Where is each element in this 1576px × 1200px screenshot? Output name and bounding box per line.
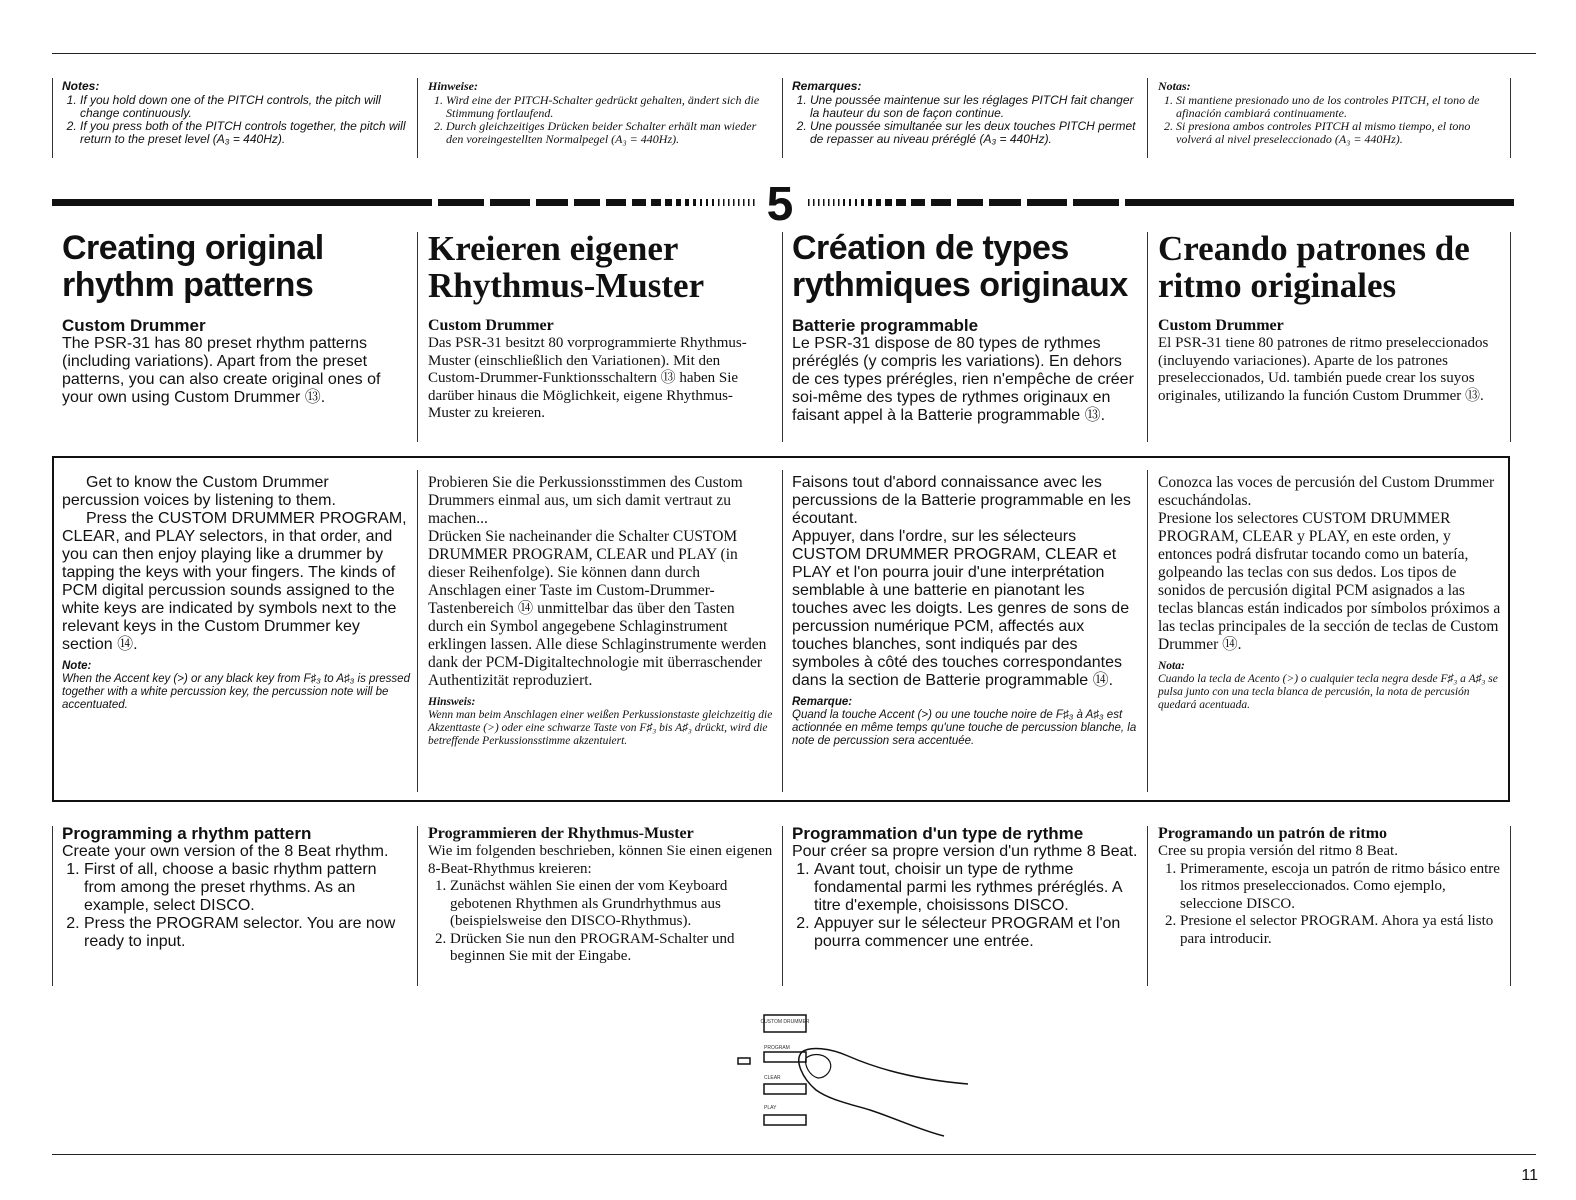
section-intro: Das PSR-31 besitzt 80 vorprogrammierte Rhythmus-Muster (einschließlich den Variationen). Mit den Custom-Drummer-Funktionsschaltern ⑬ haben Sie darüber hinaus die Möglichkeit, eigene Rhythmus-Muster zu kreieren. — [428, 335, 747, 421]
box-de — [428, 474, 773, 748]
step-item: 2. Appuyer sur le sélecteur PROGRAM et l'on pourra commencer une entrée. — [814, 915, 1142, 951]
section-title — [428, 230, 768, 304]
column-divider — [782, 470, 783, 792]
column-divider — [782, 232, 783, 442]
column-divider — [1510, 826, 1511, 986]
section-subtitle: Custom Drummer — [1158, 317, 1284, 334]
column-divider — [52, 826, 53, 986]
step-item: 1. First of all, choose a basic rhythm pattern from among the preset rhythms. As an example, select DISCO. — [84, 861, 412, 915]
notes-heading: Notes: — [62, 79, 100, 93]
chapter-number: 5 — [766, 186, 794, 222]
note-heading: Remarque: — [792, 696, 853, 708]
box-paragraph: Appuyer, dans l'ordre, sur les sélecteurs CUSTOM DRUMMER PROGRAM, CLEAR et PLAY et l'on pourra jouir d'une interprétation semblable à une batterie en pianotant les touches avec les doigts. Les genres de sons de percussion numérique PCM, affectés aux touches blanches, sont indiqués par des symboles à côté des touches correspondantes dans la section de Batterie programmable ⑭. — [792, 528, 1130, 689]
note-item: 2. Si presiona ambos controles PITCH al mismo tiempo, el tono volverá al nivel preseleccionado (A₃ = 440Hz). — [1176, 120, 1503, 146]
box-note — [62, 660, 410, 712]
box-paragraph: Probieren Sie die Perkussionsstimmen des Custom Drummers einmal aus, um sich damit vertraut zu machen... — [428, 474, 743, 527]
notes-es — [1158, 80, 1503, 146]
step-item: 1. Zunächst wählen Sie einen der vom Keyboard gebotenen Rhythmen als Grundrhythmus aus (beispielsweise den DISCO-Rhythmus). — [450, 878, 773, 931]
section-es — [1158, 230, 1503, 405]
clear-button — [764, 1084, 806, 1094]
note-item: 2. If you press both of the PITCH controls together, the pitch will return to the preset level (A₃ = 440Hz). — [80, 120, 407, 146]
note-item: 1. Si mantiene presionado uno de los controles PITCH, el tono de afinación cambiará continuamente. — [1176, 94, 1503, 120]
note-text: Quand la touche Accent (>) ou une touche noire de F♯₃ à A♯₃ est actionnée en même temps qu'une touche de percussion blanche, la note de percussion sera accentuée. — [792, 709, 1137, 747]
programming-fr — [792, 824, 1142, 951]
note-item: 1. If you hold down one of the PITCH controls, the pitch will change continuously. — [80, 94, 407, 120]
programming-en — [62, 824, 412, 951]
column-divider — [52, 78, 53, 158]
programming-steps — [792, 861, 1142, 951]
column-divider — [782, 78, 783, 158]
program-label: PROGRAM — [764, 1045, 790, 1051]
step-item: 1. Avant tout, choisir un type de rythme fondamental parmi les rythmes préréglés. A titre d'exemple, choisissons DISCO. — [814, 861, 1142, 915]
programming-steps — [428, 878, 773, 966]
note-text: Cuando la tecla de Acento (>) o cualquier tecla negra desde F♯₃ a A♯₃ se pulsa junto con una tecla blanca de percusión, la nota de percusión quedará acentuada. — [1158, 673, 1498, 711]
custom-drummer-label: CUSTOM DRUMMER — [760, 1019, 810, 1025]
section-subtitle: Custom Drummer — [428, 317, 554, 334]
section-subtitle: Batterie programmable — [792, 316, 979, 335]
play-label: PLAY — [764, 1105, 777, 1111]
step-item: 1. Primeramente, escoja un patrón de ritmo básico entre los ritmos preseleccionados. Como ejemplo, seleccione DISCO. — [1180, 861, 1504, 914]
box-paragraph: Conozca las voces de percusión del Custom Drummer escuchándolas. — [1158, 474, 1495, 509]
programming-steps — [62, 861, 412, 951]
box-paragraph: Press the CUSTOM DRUMMER PROGRAM, CLEAR, and PLAY selectors, in that order, and you can then enjoy playing like a drummer by tapping the keys with your fingers. The kinds of PCM digital percussion sounds assigned to the white keys are indicated by symbols next to the relevant keys in the Custom Drummer key section ⑭. — [62, 510, 407, 653]
section-de — [428, 230, 768, 423]
notes-de — [428, 80, 768, 146]
banner-right-bar — [808, 199, 1514, 206]
clear-label: CLEAR — [764, 1075, 781, 1081]
box-paragraph: Get to know the Custom Drummer percussion voices by listening to them. — [62, 474, 336, 509]
section-intro: The PSR-31 has 80 preset rhythm patterns (including variations). Apart from the preset patterns, you can also create original ones of your own using Custom Drummer ⑬. — [62, 335, 381, 406]
notes-fr — [792, 80, 1137, 146]
note-text: Wenn man beim Anschlagen einer weißen Perkussionstaste gleichzeitig die Akzenttaste (>) oder eine schwarze Taste von F♯₃ bis A♯₃ drückt, wird die betreffende Perkussionsstimme akzentuiert. — [428, 709, 773, 747]
programming-heading: Programmieren der Rhythmus-Muster — [428, 825, 694, 842]
title-line: ritmo originales — [1158, 266, 1397, 305]
box-paragraph: Presione los selectores CUSTOM DRUMMER PROGRAM, CLEAR y PLAY, en este orden, y entonces podrá disfrutar tocando como un batería, golpeando las teclas con sus dedos. Los tipos de sonidos de percusión digital PCM asignados a las teclas blancas están indicados por símbolos próximos a las teclas principales de la sección de teclas de Custom Drummer ⑭. — [1158, 510, 1501, 653]
box-en — [62, 474, 410, 712]
title-line: Rhythmus-Muster — [428, 266, 705, 305]
programming-steps — [1158, 861, 1504, 949]
note-text: When the Accent key (>) or any black key from F♯₃ to A♯₃ is pressed together with a white percussion key, the percussion note will be accentuated. — [62, 673, 410, 711]
note-item: 2. Durch gleichzeitiges Drücken beider Schalter erhält man wieder den voreingestellten Normalpegel (A₃ = 440Hz). — [446, 120, 768, 146]
top-rule — [52, 53, 1536, 54]
title-line: rhythm patterns — [62, 266, 314, 304]
section-subtitle: Custom Drummer — [62, 316, 206, 335]
column-divider — [417, 826, 418, 986]
programming-es — [1158, 824, 1504, 948]
note-item: 2. Une poussée simultanée sur les deux touches PITCH permet de repasser au niveau préréglé (A₃ = 440Hz). — [810, 120, 1137, 146]
section-title — [792, 230, 1142, 304]
programming-intro: Cree su propia versión del ritmo 8 Beat. — [1158, 843, 1398, 859]
programming-de — [428, 824, 773, 966]
section-intro: Le PSR-31 dispose de 80 types de rythmes préréglés (y compris les variations). En dehors de ces types prérégles, rien n'empêche de créer soi-même des types de rythmes originaux en faisant appel à la Batterie programmable ⑬. — [792, 335, 1134, 424]
box-fr — [792, 474, 1140, 748]
box-note — [792, 696, 1140, 748]
programming-heading: Programando un patrón de ritmo — [1158, 825, 1388, 842]
title-line: Creating original — [62, 229, 324, 267]
note-heading: Nota: — [1158, 660, 1185, 672]
title-line: rythmiques originaux — [792, 266, 1128, 304]
box-note — [1158, 660, 1504, 712]
title-line: Creando patrones de — [1158, 229, 1470, 268]
column-divider — [1147, 826, 1148, 986]
title-line: Kreieren eigener — [428, 229, 679, 268]
play-button — [764, 1115, 806, 1125]
section-intro: El PSR-31 tiene 80 patrones de ritmo preseleccionados (incluyendo variaciones). Aparte de los patrones preseleccionados, Ud. también puede crear los suyos originales, utilizando la función Custom Drummer ⑬. — [1158, 335, 1489, 404]
programming-intro: Pour créer sa propre version d'un rythme 8 Beat. — [792, 843, 1138, 860]
column-divider — [417, 232, 418, 442]
title-line: Création de types — [792, 229, 1069, 267]
bottom-rule — [52, 1154, 1536, 1155]
program-button-illustration — [730, 1008, 980, 1138]
section-title — [62, 230, 412, 304]
step-item: 2. Presione el selector PROGRAM. Ahora ya está listo para introducir. — [1180, 913, 1504, 948]
note-item: 1. Une poussée maintenue sur les réglages PITCH fait changer la hauteur du son de façon continue. — [810, 94, 1137, 120]
step-item: 2. Drücken Sie nun den PROGRAM-Schalter und beginnen Sie mit der Eingabe. — [450, 931, 773, 966]
banner-left-bar — [52, 199, 755, 206]
column-divider — [417, 78, 418, 158]
section-fr — [792, 230, 1142, 425]
box-note — [428, 696, 773, 748]
note-item: 1. Wird eine der PITCH-Schalter gedrückt gehalten, ändert sich die Stimmung fortlaufend. — [446, 94, 768, 120]
programming-intro: Create your own version of the 8 Beat rhythm. — [62, 843, 389, 860]
column-divider — [1510, 78, 1511, 158]
column-divider — [782, 826, 783, 986]
step-item: 2. Press the PROGRAM selector. You are now ready to input. — [84, 915, 412, 951]
note-heading: Note: — [62, 660, 92, 672]
fingernail-icon — [806, 1055, 831, 1078]
finger-icon — [799, 1049, 968, 1136]
notes-en — [62, 80, 407, 146]
chapter-banner — [52, 186, 1514, 222]
column-divider — [1147, 470, 1148, 792]
page-number: 11 — [1521, 1167, 1538, 1184]
notes-heading: Notas: — [1158, 79, 1191, 93]
box-paragraph: Drücken Sie nacheinander die Schalter CUSTOM DRUMMER PROGRAM, CLEAR und PLAY (in dieser Reihenfolge). Sie können dann durch Anschlagen einer Taste im Custom-Drummer-Tastenbereich ⑭ unmittelbar das über den Tasten durch ein Symbol angegebene Schlaginstrument erklingen lassen. Alle diese Schlaginstrumente werden dank der PCM-Digitaltechnologie mit überraschender Authentizität reproduziert. — [428, 528, 767, 689]
notes-heading: Hinweise: — [428, 79, 478, 93]
box-paragraph: Faisons tout d'abord connaissance avec les percussions de la Batterie programmable en les écoutant. — [792, 474, 1131, 527]
programming-heading: Programmation d'un type de rythme — [792, 824, 1084, 843]
column-divider — [1147, 232, 1148, 442]
column-divider — [1510, 232, 1511, 442]
section-en — [62, 230, 412, 407]
box-es — [1158, 474, 1504, 712]
column-divider — [1147, 78, 1148, 158]
note-heading: Hinsweis: — [428, 696, 476, 708]
notes-heading: Remarques: — [792, 79, 862, 93]
section-title — [1158, 230, 1503, 304]
column-divider — [417, 470, 418, 792]
programming-heading: Programming a rhythm pattern — [62, 824, 312, 843]
programming-intro: Wie im folgenden beschrieben, können Sie einen eigenen 8-Beat-Rhythmus kreieren: — [428, 843, 773, 877]
led-indicator — [738, 1058, 750, 1064]
